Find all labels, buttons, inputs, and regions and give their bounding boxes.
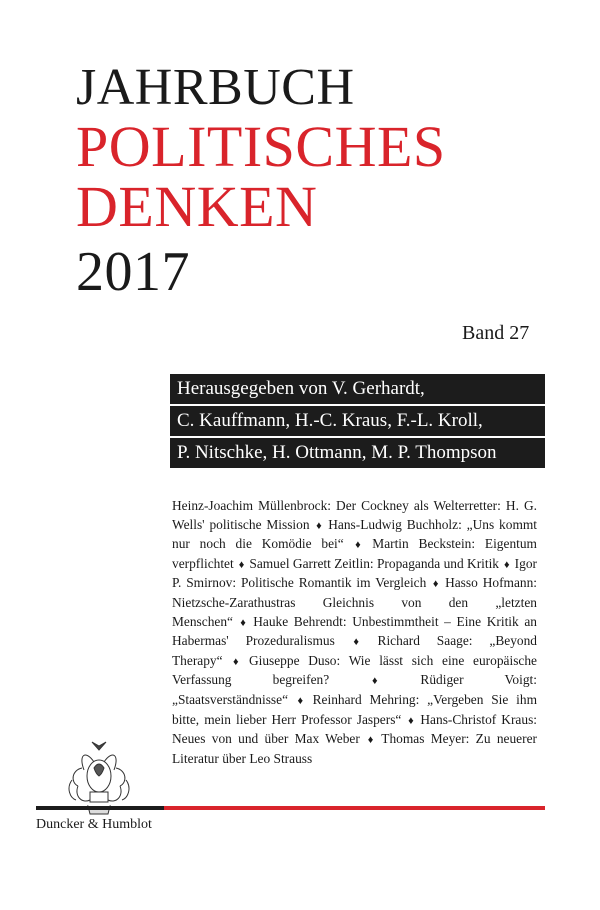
contents-entry: Rüdiger Voigt: „Staatsverständnisse“ (172, 672, 537, 707)
editor-line: Herausgegeben von V. Gerhardt, (170, 374, 545, 404)
contents-entry: Hans-Ludwig Buchholz: „Uns kommt nur noch die Komödie bei“ (172, 516, 537, 552)
diamond-icon: ♦ (339, 636, 373, 649)
diamond-icon: ♦ (431, 578, 441, 591)
diamond-icon: ♦ (504, 558, 510, 571)
diamond-icon: ♦ (334, 675, 416, 688)
title-block (76, 58, 576, 302)
editors-block (170, 374, 545, 470)
title-politisches: POLITISCHES (76, 114, 446, 179)
contents-entry: Hauke Behrendt: Unbestimmtheit – Eine Kritik an Habermas' Prozeduralismus (172, 613, 537, 649)
table-of-contents (172, 497, 537, 768)
editor-line: C. Kauffmann, H.-C. Kraus, F.-L. Kroll, (170, 406, 545, 436)
diamond-icon: ♦ (364, 734, 377, 747)
diamond-icon: ♦ (238, 558, 245, 571)
contents-entry: Heinz-Joachim Müllenbrock: Der Cockney als Welterretter: H. G. Wells' politische Mission (172, 498, 537, 532)
volume-label: Band 27 (462, 322, 530, 344)
contents-entry: Giuseppe Duso: Wie lässt sich eine europäische Verfassung begreifen? (172, 652, 537, 688)
title-year: 2017 (76, 241, 190, 303)
contents-entry: Martin Beckstein: Eigentum verpflichtet (172, 536, 537, 571)
diamond-icon: ♦ (293, 694, 308, 707)
diamond-icon: ♦ (348, 539, 368, 552)
publisher-name: Duncker & Humblot (36, 817, 152, 832)
contents-entry: Richard Saage: „Beyond Therapy“ (172, 633, 537, 668)
title-jahrbuch: JAHRBUCH (76, 59, 355, 116)
contents-entry: Hans-Christof Kraus: Neues von und über Max Weber (172, 711, 538, 747)
contents-entry: Reinhard Mehring: „Vergeben Sie ihm bitte, mein lieber Herr Professor Jaspers“ (172, 691, 537, 727)
footer-rule-red (164, 806, 545, 810)
diamond-icon: ♦ (227, 655, 244, 668)
contents-entry: Hasso Hofmann: Nietzsche-Zarathustras Gleichnis von den „letzten Menschen“ (172, 575, 537, 629)
title-denken: DENKEN (76, 174, 318, 239)
contents-entry: Igor P. Smirnov: Politische Romantik im Vergleich (172, 555, 537, 591)
footer-rule-black (36, 806, 164, 810)
diamond-icon: ♦ (314, 519, 324, 532)
editor-line: P. Nitschke, H. Ottmann, M. P. Thompson (170, 438, 545, 468)
contents-entry: Thomas Meyer: Zu neuerer Literatur über Leo Strauss (172, 731, 537, 766)
diamond-icon: ♦ (237, 616, 249, 629)
diamond-icon: ♦ (406, 714, 416, 727)
contents-entry: Samuel Garrett Zeitlin: Propaganda und Kritik (249, 555, 500, 571)
